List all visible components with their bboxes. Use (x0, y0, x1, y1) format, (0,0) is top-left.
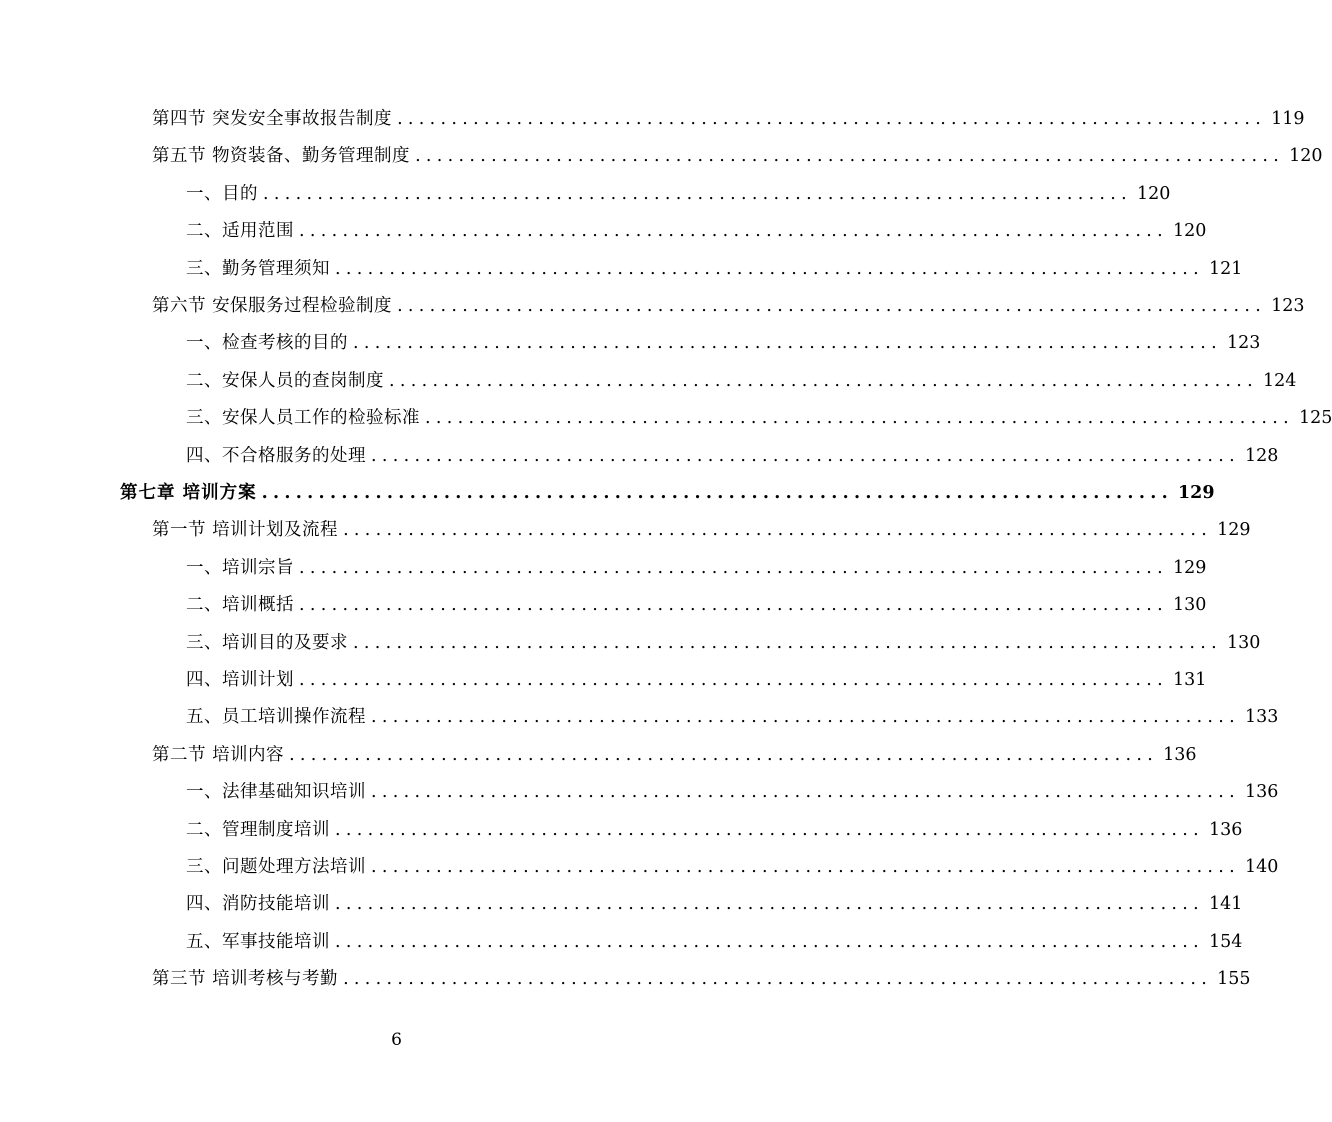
toc-entry-title: 第五节 物资装备、勤务管理制度 (152, 146, 411, 167)
toc-entry[interactable] (152, 959, 1251, 990)
dot-leader: ................................................................................ (353, 333, 1223, 354)
toc-entry-page: 136 (1209, 819, 1243, 840)
toc-entry[interactable] (186, 623, 1261, 653)
dot-leader: ................................................................................ (335, 894, 1205, 915)
toc-entry[interactable] (186, 436, 1279, 466)
toc-entry[interactable] (186, 398, 1332, 429)
toc-entry-title: 第二节 培训内容 (152, 744, 285, 765)
toc-entry-page: 121 (1209, 258, 1243, 279)
toc-entry[interactable] (186, 174, 1171, 204)
toc-entry[interactable] (186, 323, 1261, 354)
toc-entry-title: 一、检查考核的目的 (186, 333, 348, 354)
toc-entry[interactable] (186, 847, 1279, 877)
toc-entry-page: 120 (1173, 221, 1207, 242)
toc-entry-title: 二、适用范围 (186, 221, 294, 242)
toc-entry-title: 三、勤务管理须知 (186, 258, 330, 279)
toc-entry-page: 136 (1163, 744, 1197, 765)
toc-entry-page: 123 (1227, 333, 1261, 354)
dot-leader: ................................................................................ (299, 595, 1169, 616)
toc-entry[interactable] (186, 660, 1207, 690)
toc-entry[interactable] (186, 585, 1207, 616)
dot-leader: ................................................................................ (335, 931, 1205, 952)
toc-entry[interactable] (120, 473, 1215, 503)
toc-entry-title: 三、问题处理方法培训 (186, 857, 366, 877)
toc-entry-page: 131 (1173, 670, 1207, 690)
dot-leader: ................................................................................ (299, 670, 1169, 690)
toc-entry-title: 三、培训目的及要求 (186, 632, 348, 653)
toc-entry-title: 五、军事技能培训 (186, 931, 330, 952)
dot-leader: ................................................................................ (371, 445, 1241, 466)
dot-leader: ................................................................................ (415, 146, 1285, 167)
toc-entry-page: 120 (1289, 146, 1323, 167)
toc-entry-page: 133 (1245, 707, 1279, 728)
dot-leader: ................................................................................ (343, 969, 1213, 990)
toc-entry[interactable] (186, 697, 1279, 728)
dot-leader: ................................................................................ (371, 707, 1241, 728)
toc-entry-title: 五、员工培训操作流程 (186, 707, 366, 728)
toc-entry-page: 136 (1245, 782, 1279, 803)
dot-leader: ................................................................................ (335, 819, 1205, 840)
dot-leader: ................................................................................ (343, 520, 1213, 541)
dot-leader: ................................................................................ (397, 109, 1267, 129)
toc-entry[interactable] (186, 548, 1207, 578)
toc-entry-title: 一、目的 (186, 183, 258, 204)
toc-entry[interactable] (186, 211, 1207, 242)
toc-entry-page: 124 (1263, 370, 1297, 391)
dot-leader: ................................................................................ (299, 221, 1169, 242)
dot-leader: ................................................................................ (261, 483, 1173, 503)
page-number: 6 (391, 1030, 402, 1050)
toc-entry-title: 一、法律基础知识培训 (186, 782, 366, 803)
toc-entry-page: 130 (1227, 632, 1261, 653)
toc-entry-title: 一、培训宗旨 (186, 557, 294, 578)
toc-entry-page: 129 (1217, 520, 1251, 541)
dot-leader: ................................................................................ (371, 857, 1241, 877)
toc-entry-title: 三、安保人员工作的检验标准 (186, 408, 420, 429)
toc-entry-page: 154 (1209, 931, 1243, 952)
toc-entry[interactable] (152, 99, 1305, 129)
dot-leader: ................................................................................ (335, 258, 1205, 279)
dot-leader: ................................................................................ (299, 557, 1169, 578)
toc-entry[interactable] (186, 249, 1243, 279)
toc-entry-title: 二、安保人员的查岗制度 (186, 370, 384, 391)
toc-entry-title: 二、培训概括 (186, 595, 294, 616)
dot-leader: ................................................................................ (263, 183, 1133, 204)
toc-entry[interactable] (152, 510, 1251, 541)
dot-leader: ................................................................................ (371, 782, 1241, 803)
toc-entry-title: 第七章 培训方案 (120, 483, 257, 503)
toc-entry-page: 125 (1299, 408, 1332, 429)
dot-leader: ................................................................................ (353, 632, 1223, 653)
toc-entry-title: 四、不合格服务的处理 (186, 445, 366, 466)
toc-entry-page: 123 (1271, 296, 1305, 316)
toc-entry-page: 129 (1173, 557, 1207, 578)
toc-entry-title: 四、培训计划 (186, 670, 294, 690)
toc-entry-title: 第三节 培训考核与考勤 (152, 969, 339, 990)
toc-entry-page: 119 (1271, 109, 1305, 129)
toc-entry-page: 120 (1137, 183, 1171, 204)
toc-entry-page: 140 (1245, 857, 1279, 877)
toc-entry-page: 130 (1173, 595, 1207, 616)
toc-entry[interactable] (186, 922, 1243, 952)
toc-entry-title: 四、消防技能培训 (186, 894, 330, 915)
toc-entry[interactable] (152, 286, 1305, 316)
toc-entry-title: 第四节 突发安全事故报告制度 (152, 109, 393, 129)
dot-leader: ................................................................................ (397, 296, 1267, 316)
toc-entry-title: 第六节 安保服务过程检验制度 (152, 296, 393, 316)
toc-entry[interactable] (186, 772, 1279, 803)
dot-leader: ................................................................................ (289, 744, 1159, 765)
toc-entry-page: 129 (1178, 483, 1215, 503)
toc-entry-page: 155 (1217, 969, 1251, 990)
toc-entry[interactable] (186, 810, 1243, 840)
toc-entry-title: 第一节 培训计划及流程 (152, 520, 339, 541)
toc-entry-title: 二、管理制度培训 (186, 819, 330, 840)
toc-entry[interactable] (152, 136, 1323, 167)
toc-entry[interactable] (152, 735, 1197, 765)
dot-leader: ................................................................................ (425, 408, 1295, 429)
toc-entry-page: 141 (1209, 894, 1243, 915)
dot-leader: ................................................................................ (389, 370, 1259, 391)
toc-entry-page: 128 (1245, 445, 1279, 466)
toc-entry[interactable] (186, 884, 1243, 915)
toc-entry[interactable] (186, 361, 1297, 391)
